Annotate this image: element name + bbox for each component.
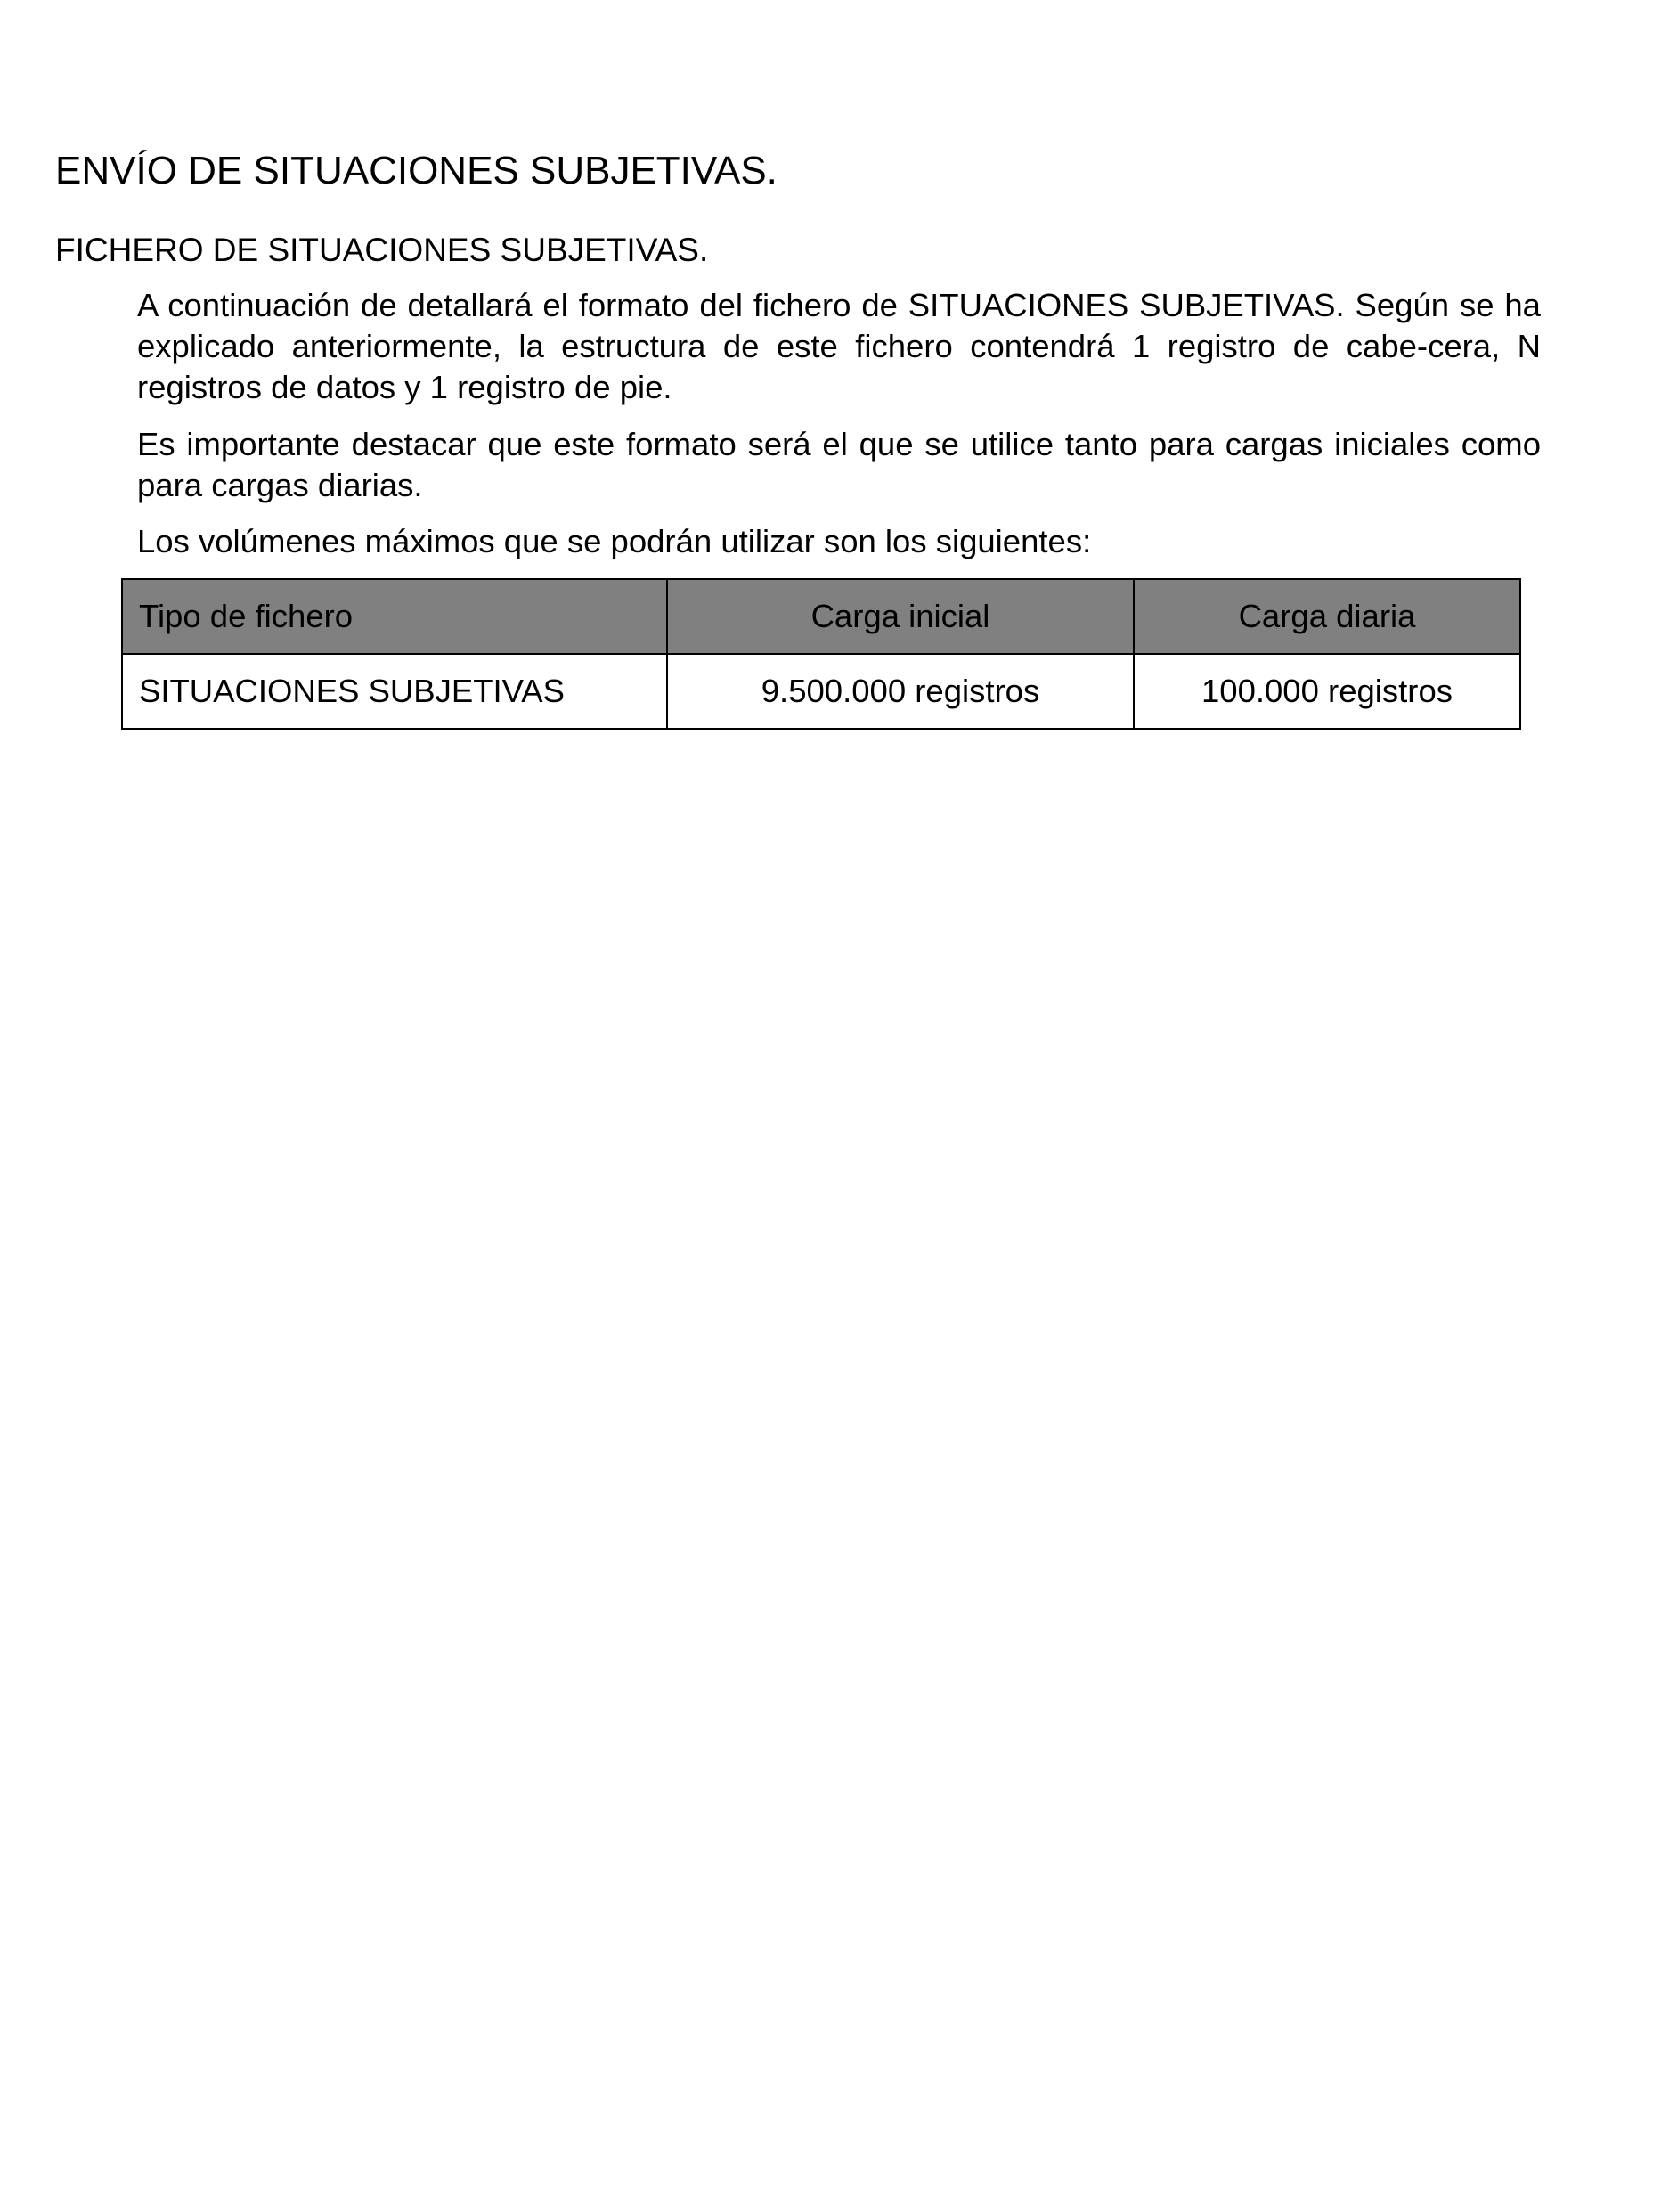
header-daily-load: Carga diaria <box>1134 579 1520 654</box>
volumes-table <box>121 578 1521 730</box>
subsection-heading: FICHERO DE SITUACIONES SUBJETIVAS. <box>55 232 709 268</box>
section-heading: ENVÍO DE SITUACIONES SUBJETIVAS. <box>55 149 778 192</box>
cell-file-type: SITUACIONES SUBJETIVAS <box>122 654 667 729</box>
table-row <box>122 654 1520 729</box>
cell-initial-load: 9.500.000 registros <box>667 654 1134 729</box>
paragraph-format-description: A continuación de detallará el formato del fichero de SITUACIONES SUBJETIVAS. Según se ha explicado anteriormente, la estructura de este fichero contendrá 1 registro de cabe-cera, N registros de datos y 1 registro de pie. <box>137 287 1541 405</box>
cell-daily-load: 100.000 registros <box>1134 654 1520 729</box>
paragraph-max-volumes: Los volúmenes máximos que se podrán utilizar son los siguientes: <box>137 523 1092 559</box>
table-header-row <box>122 579 1520 654</box>
header-initial-load: Carga inicial <box>667 579 1134 654</box>
paragraph-load-types: Es importante destacar que este formato será el que se utilice tanto para cargas iniciales como para cargas diarias. <box>137 426 1541 503</box>
header-file-type: Tipo de fichero <box>122 579 667 654</box>
